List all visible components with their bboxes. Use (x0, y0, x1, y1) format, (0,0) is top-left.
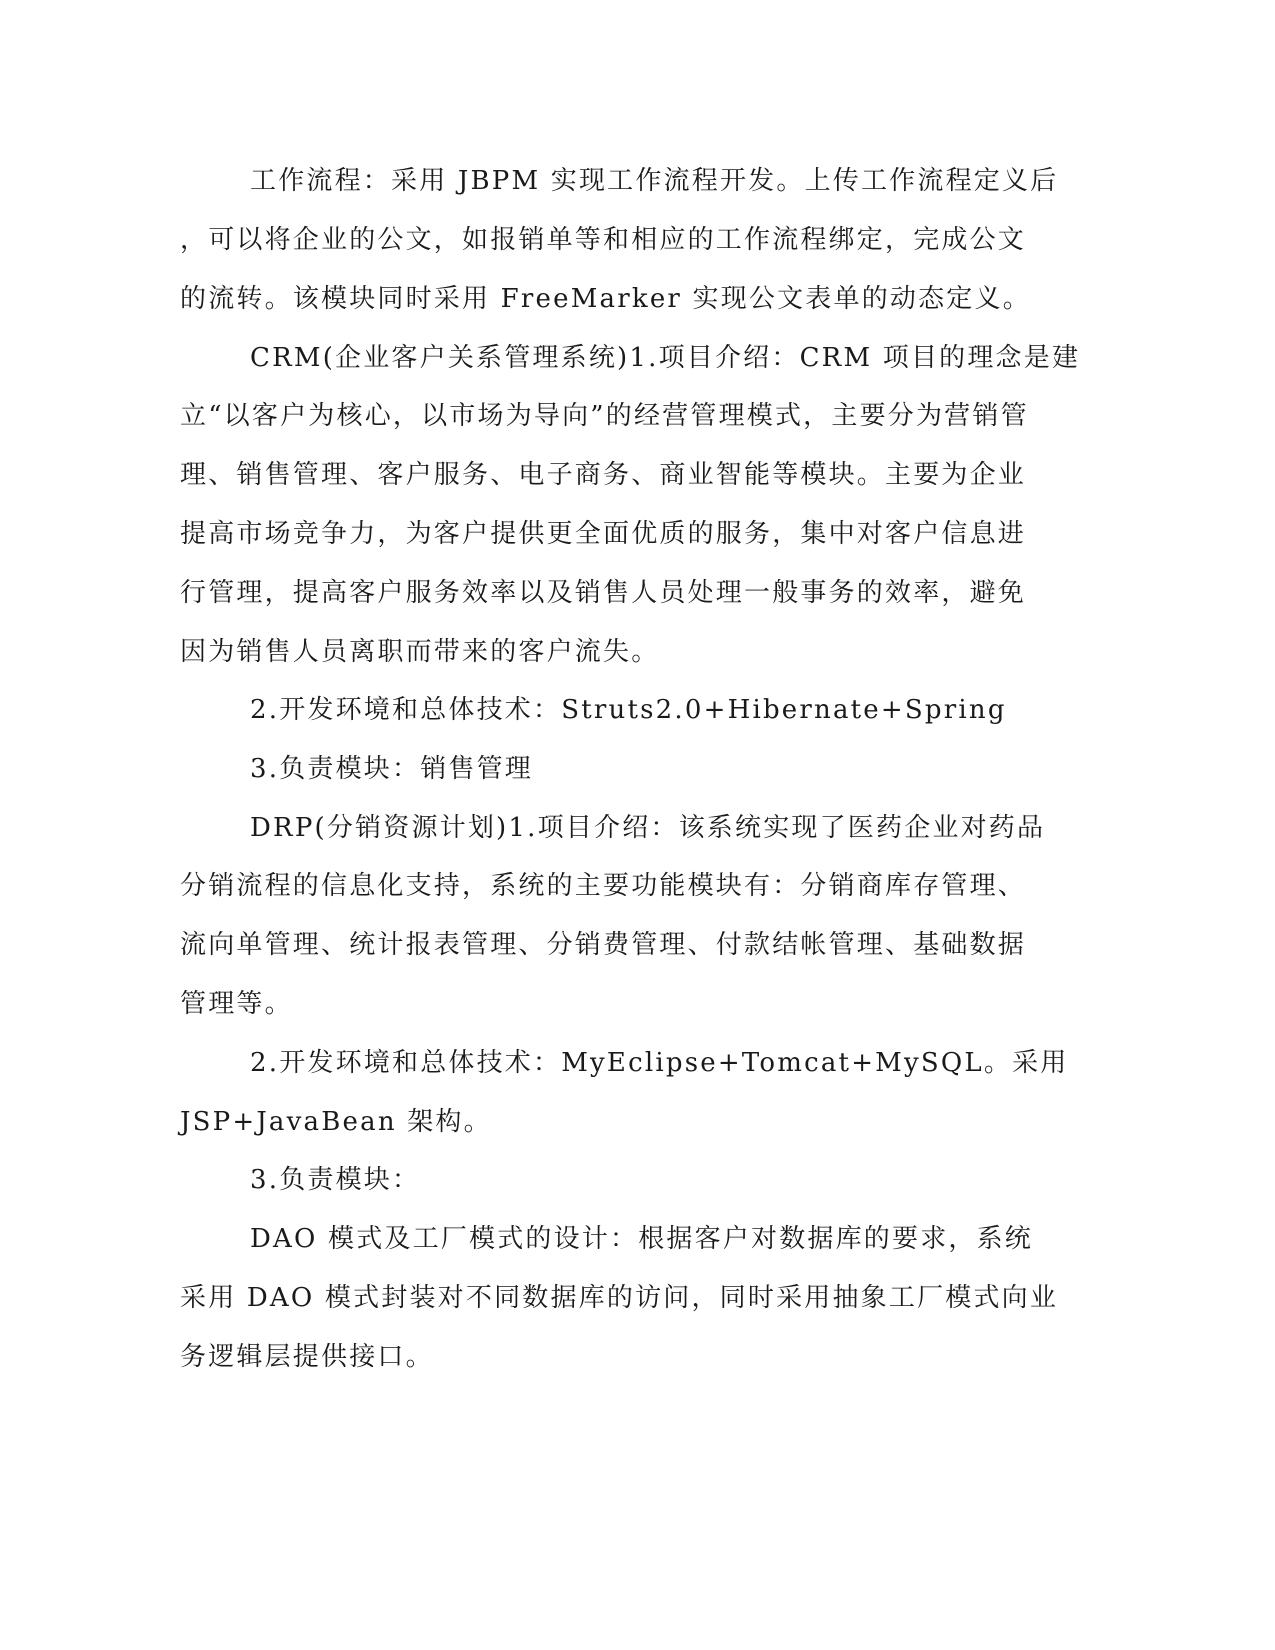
paragraph-line: 理、销售管理、客户服务、电子商务、商业智能等模块。主要为企业 (180, 460, 1027, 490)
paragraph-line: 因为销售人员离职而带来的客户流失。 (180, 637, 660, 667)
paragraph-line: ，可以将企业的公文，如报销单等和相应的工作流程绑定，完成公文 (180, 225, 1027, 255)
paragraph-line: 的流转。该模块同时采用 FreeMarker 实现公文表单的动态定义。 (180, 284, 1031, 314)
paragraph-line: DAO 模式及工厂模式的设计：根据客户对数据库的要求，系统 (250, 1224, 1034, 1254)
paragraph-line: 3.负责模块：销售管理 (250, 754, 534, 784)
paragraph-line: JSP+JavaBean 架构。 (180, 1107, 492, 1137)
paragraph-line: 2.开发环境和总体技术：MyEclipse+Tomcat+MySQL。采用 (250, 1048, 1069, 1078)
paragraph-line: 管理等。 (180, 989, 293, 1019)
paragraph-line: 2.开发环境和总体技术：Struts2.0+Hibernate+Spring (250, 695, 1007, 725)
paragraph-line: 立“以客户为核心，以市场为导向”的经营管理模式，主要分为营销管 (180, 401, 1029, 431)
paragraph-line: 行管理，提高客户服务效率以及销售人员处理一般事务的效率，避免 (180, 578, 1027, 608)
paragraph-line: DRP(分销资源计划)1.项目介绍：该系统实现了医药企业对药品 (250, 813, 1046, 843)
paragraph-line: 提高市场竞争力，为客户提供更全面优质的服务，集中对客户信息进 (180, 519, 1027, 549)
paragraph-line: 分销流程的信息化支持，系统的主要功能模块有：分销商库存管理、 (180, 871, 1027, 901)
paragraph-line: 工作流程：采用 JBPM 实现工作流程开发。上传工作流程定义后 (250, 166, 1059, 196)
paragraph-line: 务逻辑层提供接口。 (180, 1342, 434, 1372)
paragraph-line: 流向单管理、统计报表管理、分销费管理、付款结帐管理、基础数据 (180, 930, 1027, 960)
paragraph-line: 采用 DAO 模式封装对不同数据库的访问，同时采用抽象工厂模式向业 (180, 1283, 1059, 1313)
paragraph-line: CRM(企业客户关系管理系统)1.项目介绍：CRM 项目的理念是建 (250, 343, 1081, 373)
paragraph-line: 3.负责模块： (250, 1165, 421, 1195)
